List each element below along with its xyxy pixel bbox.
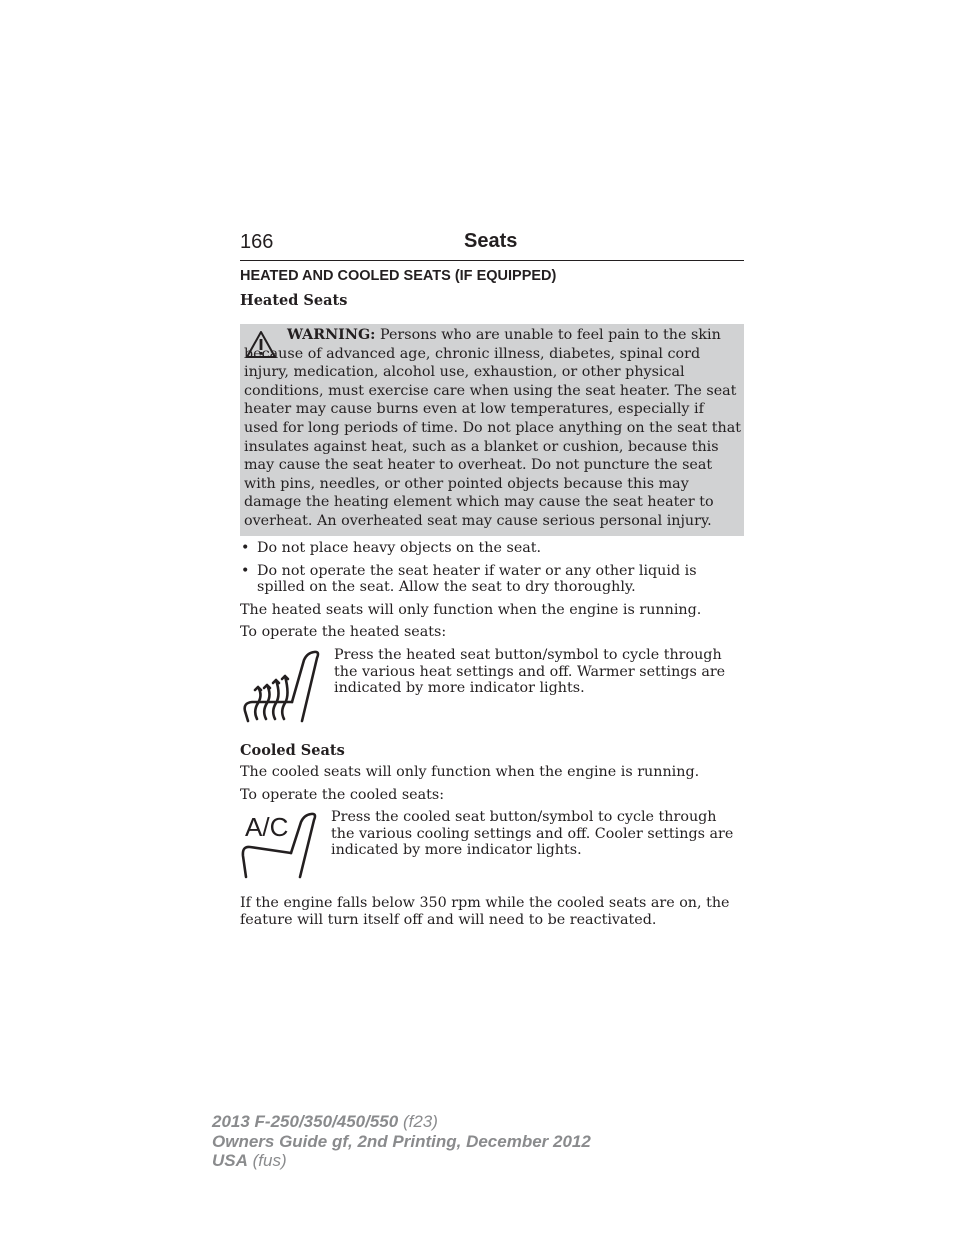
section-heading: HEATED AND COOLED SEATS (IF EQUIPPED): [240, 268, 557, 284]
footer-guide: Owners Guide gf, 2nd Printing, December 2012: [212, 1131, 591, 1151]
page-header: [240, 228, 744, 261]
cooled-seat-icon: [240, 811, 322, 881]
list-item: • Do not operate the seat heater if water or any other liquid is spilled on the seat. Allow the seat to dry thoroughly.: [240, 563, 744, 596]
cooled-rpm-note: If the engine falls below 350 rpm while the cooled seats are on, the feature will turn itself off and will need to be reactivated.: [240, 895, 730, 928]
footer-model: 2013 F-250/350/450/550: [212, 1112, 399, 1131]
cooled-operate-intro: To operate the cooled seats:: [240, 787, 445, 803]
footer-region: USA: [212, 1151, 248, 1170]
warning-text: [244, 326, 741, 531]
page-title: Seats: [464, 230, 518, 252]
heated-seats-heading: Heated Seats: [240, 292, 348, 309]
page-number: 166: [240, 231, 274, 253]
heated-function-note: The heated seats will only function when the engine is running.: [240, 602, 702, 618]
heated-seat-icon: [240, 647, 324, 723]
list-item: • Do not place heavy objects on the seat.: [240, 540, 744, 557]
page-footer: [212, 1112, 591, 1171]
heated-bullet-list: [240, 540, 744, 602]
cooled-seat-instruction: Press the cooled seat button/symbol to cycle through the various cooling settings and off. Cooler settings are indicated by more indicator lights.: [331, 809, 734, 858]
footer-region-code: (fus): [247, 1151, 287, 1170]
warning-box: [240, 324, 744, 536]
heated-operate-intro: To operate the heated seats:: [240, 624, 447, 640]
footer-model-code: (f23): [398, 1112, 438, 1131]
warning-label: WARNING:: [287, 327, 376, 343]
warning-body: Persons who are unable to feel pain to the skin because of advanced age, chronic illness, diabetes, spinal cord injury, medication, alcohol use, exhaustion, or other physical conditions, must exercise care when using the seat heater. The seat heater may cause burns even at low temperatures, especially if used for long periods of time. Do not place anything on the seat that insulates against heat, such as a blanket or cushion, because this may cause the seat heater to overheat. Do not puncture the seat with pins, needles, or other pointed objects because this may damage the heating element which may cause the seat heater to overheat. An overheated seat may cause serious personal injury.: [244, 327, 741, 529]
cooled-function-note: The cooled seats will only function when the engine is running.: [240, 764, 700, 780]
ac-icon-label: A/C: [245, 812, 289, 842]
cooled-seats-heading: Cooled Seats: [240, 742, 345, 759]
heated-seat-instruction: Press the heated seat button/symbol to cycle through the various heat settings and off. Warmer settings are indicated by more indicator lights.: [334, 647, 726, 696]
